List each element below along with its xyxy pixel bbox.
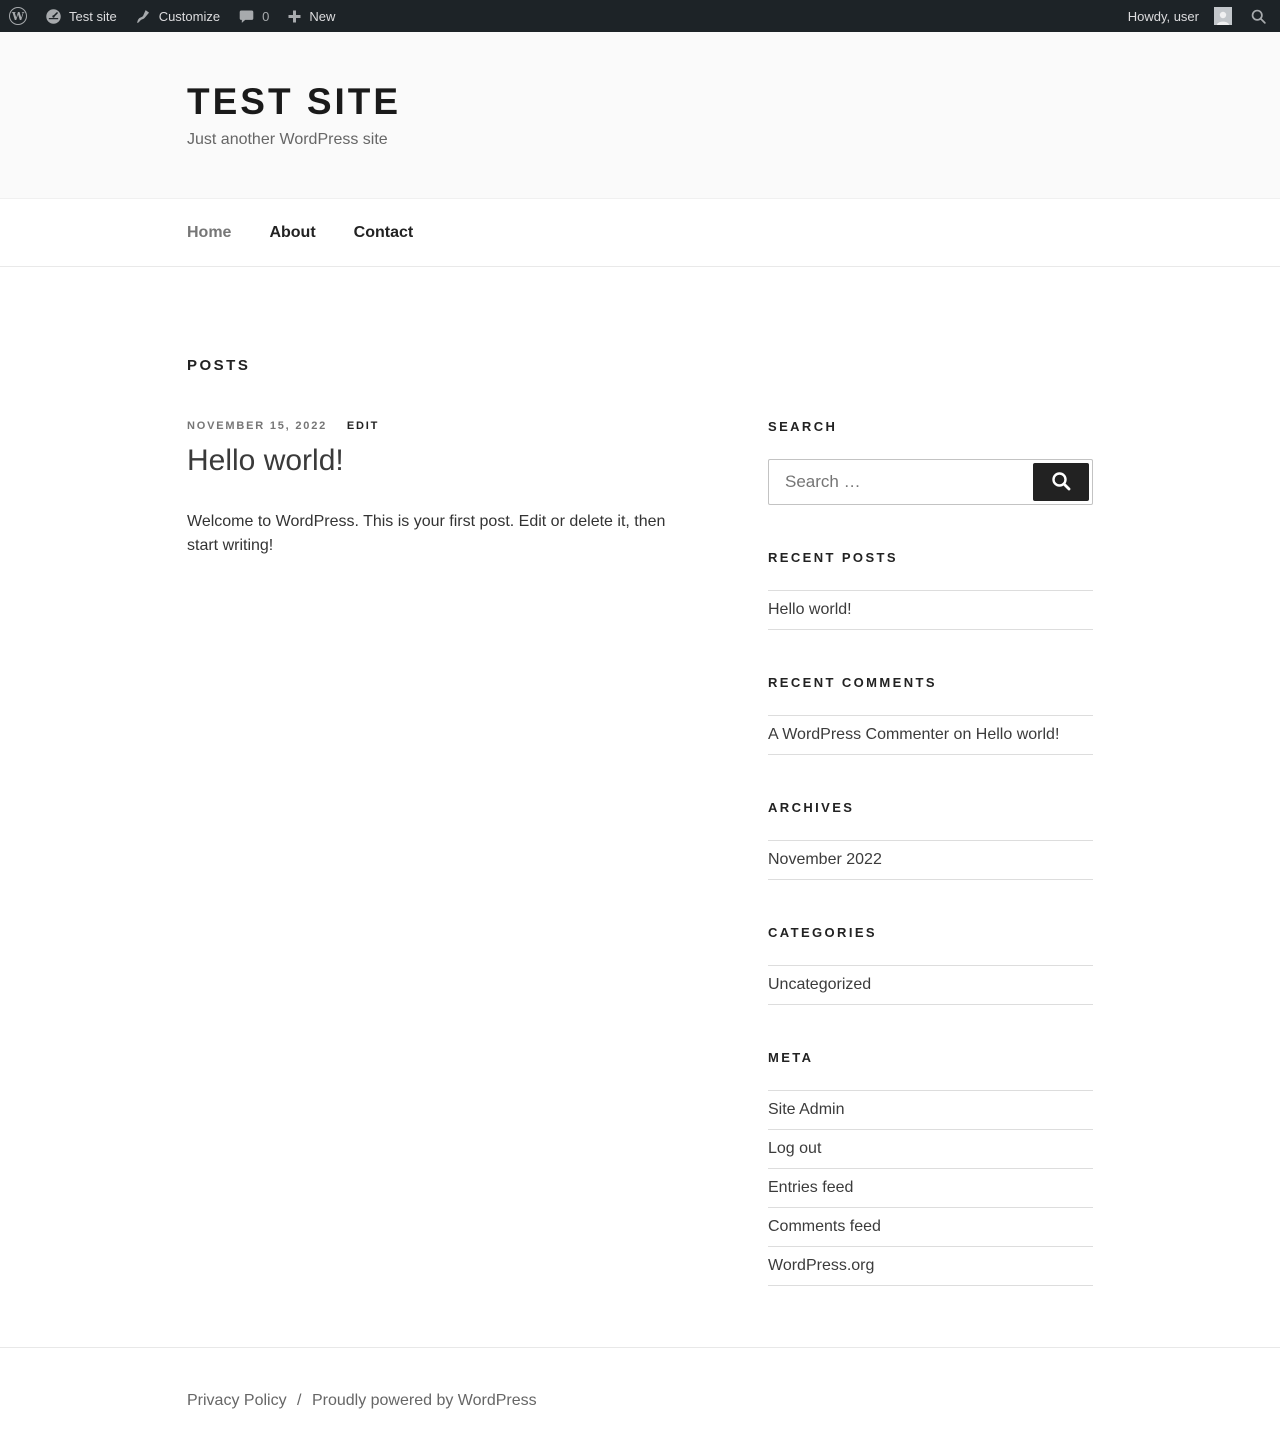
post-title-link[interactable]: Hello world! [187, 444, 344, 477]
meta-site-admin-link[interactable]: Site Admin [768, 1091, 1093, 1130]
comment-author-link[interactable]: A WordPress Commenter [768, 726, 950, 743]
howdy-label: Howdy, user [1127, 8, 1199, 24]
recent-comments-widget [768, 675, 1093, 755]
categories-widget [768, 925, 1093, 1005]
comments-count-badge: 0 [262, 8, 270, 24]
site-content [0, 267, 1280, 1347]
page-title: POSTS [187, 357, 251, 374]
paintbrush-icon [135, 8, 152, 25]
archives-title: ARCHIVES [768, 800, 855, 815]
nav-item-contact[interactable]: Contact [353, 223, 414, 241]
new-label: New [309, 8, 336, 24]
meta-entries-feed-link[interactable]: Entries feed [768, 1169, 1093, 1208]
meta-log-out-link[interactable]: Log out [768, 1130, 1093, 1169]
site-name-label: Test site [69, 8, 117, 24]
search-widget-title: SEARCH [768, 419, 838, 434]
meta-title: META [768, 1050, 814, 1065]
site-tagline: Just another WordPress site [187, 130, 388, 148]
category-link[interactable]: Uncategorized [768, 966, 1093, 1005]
nav-item-about[interactable]: About [269, 223, 316, 241]
comment-connector: on [953, 726, 972, 743]
customize-label: Customize [158, 8, 221, 24]
archives-widget [768, 800, 1093, 880]
post-edit-link[interactable]: EDIT [346, 420, 380, 432]
recent-comment-item [768, 716, 1093, 755]
admin-bar-left-group [0, 0, 1119, 32]
powered-by-link[interactable]: Proudly powered by WordPress [311, 1392, 537, 1409]
post-article [187, 420, 690, 558]
recent-posts-title: RECENT POSTS [768, 550, 898, 565]
search-input[interactable] [769, 472, 1030, 492]
admin-search-toggle[interactable] [1241, 0, 1276, 32]
comment-bubble-icon [238, 8, 255, 25]
comments-menu[interactable] [229, 0, 278, 32]
search-submit-button[interactable] [1033, 463, 1089, 501]
meta-comments-feed-link[interactable]: Comments feed [768, 1208, 1093, 1247]
site-title[interactable]: TEST SITE [187, 81, 402, 123]
wp-admin-bar [0, 0, 1280, 32]
nav-item-home[interactable]: Home [187, 223, 232, 241]
meta-wordpress-org-link[interactable]: WordPress.org [768, 1247, 1093, 1286]
footer-separator: / [297, 1392, 302, 1409]
comment-post-link[interactable]: Hello world! [975, 726, 1060, 743]
plus-icon [287, 9, 302, 24]
search-form [768, 459, 1093, 505]
new-content-menu[interactable] [278, 0, 344, 32]
wp-logo-menu[interactable] [0, 0, 36, 32]
sidebar [768, 419, 1093, 1331]
meta-widget [768, 1050, 1093, 1286]
search-magnifier-icon [1050, 470, 1072, 495]
admin-bar-right-group [1119, 0, 1276, 32]
my-account-menu[interactable] [1119, 0, 1241, 32]
site-header [0, 32, 1280, 198]
primary-navigation [0, 198, 1280, 267]
wordpress-logo-icon: W [9, 7, 27, 25]
post-date: NOVEMBER 15, 2022 [187, 420, 328, 432]
search-icon [1250, 8, 1267, 25]
customize-menu[interactable] [126, 0, 229, 32]
user-avatar [1214, 7, 1232, 25]
search-widget [768, 419, 1093, 505]
site-name-menu[interactable] [36, 0, 126, 32]
archive-link[interactable]: November 2022 [768, 841, 1093, 880]
recent-comments-title: RECENT COMMENTS [768, 675, 937, 690]
categories-title: CATEGORIES [768, 925, 877, 940]
site-footer [0, 1347, 1280, 1448]
recent-posts-widget [768, 550, 1093, 630]
post-body: Welcome to WordPress. This is your first post. Edit or delete it, then start writing! [187, 512, 666, 554]
recent-post-link[interactable]: Hello world! [768, 591, 1093, 630]
primary-column [187, 357, 690, 1331]
privacy-policy-link[interactable]: Privacy Policy [187, 1392, 287, 1409]
dashboard-gauge-icon [45, 8, 62, 25]
